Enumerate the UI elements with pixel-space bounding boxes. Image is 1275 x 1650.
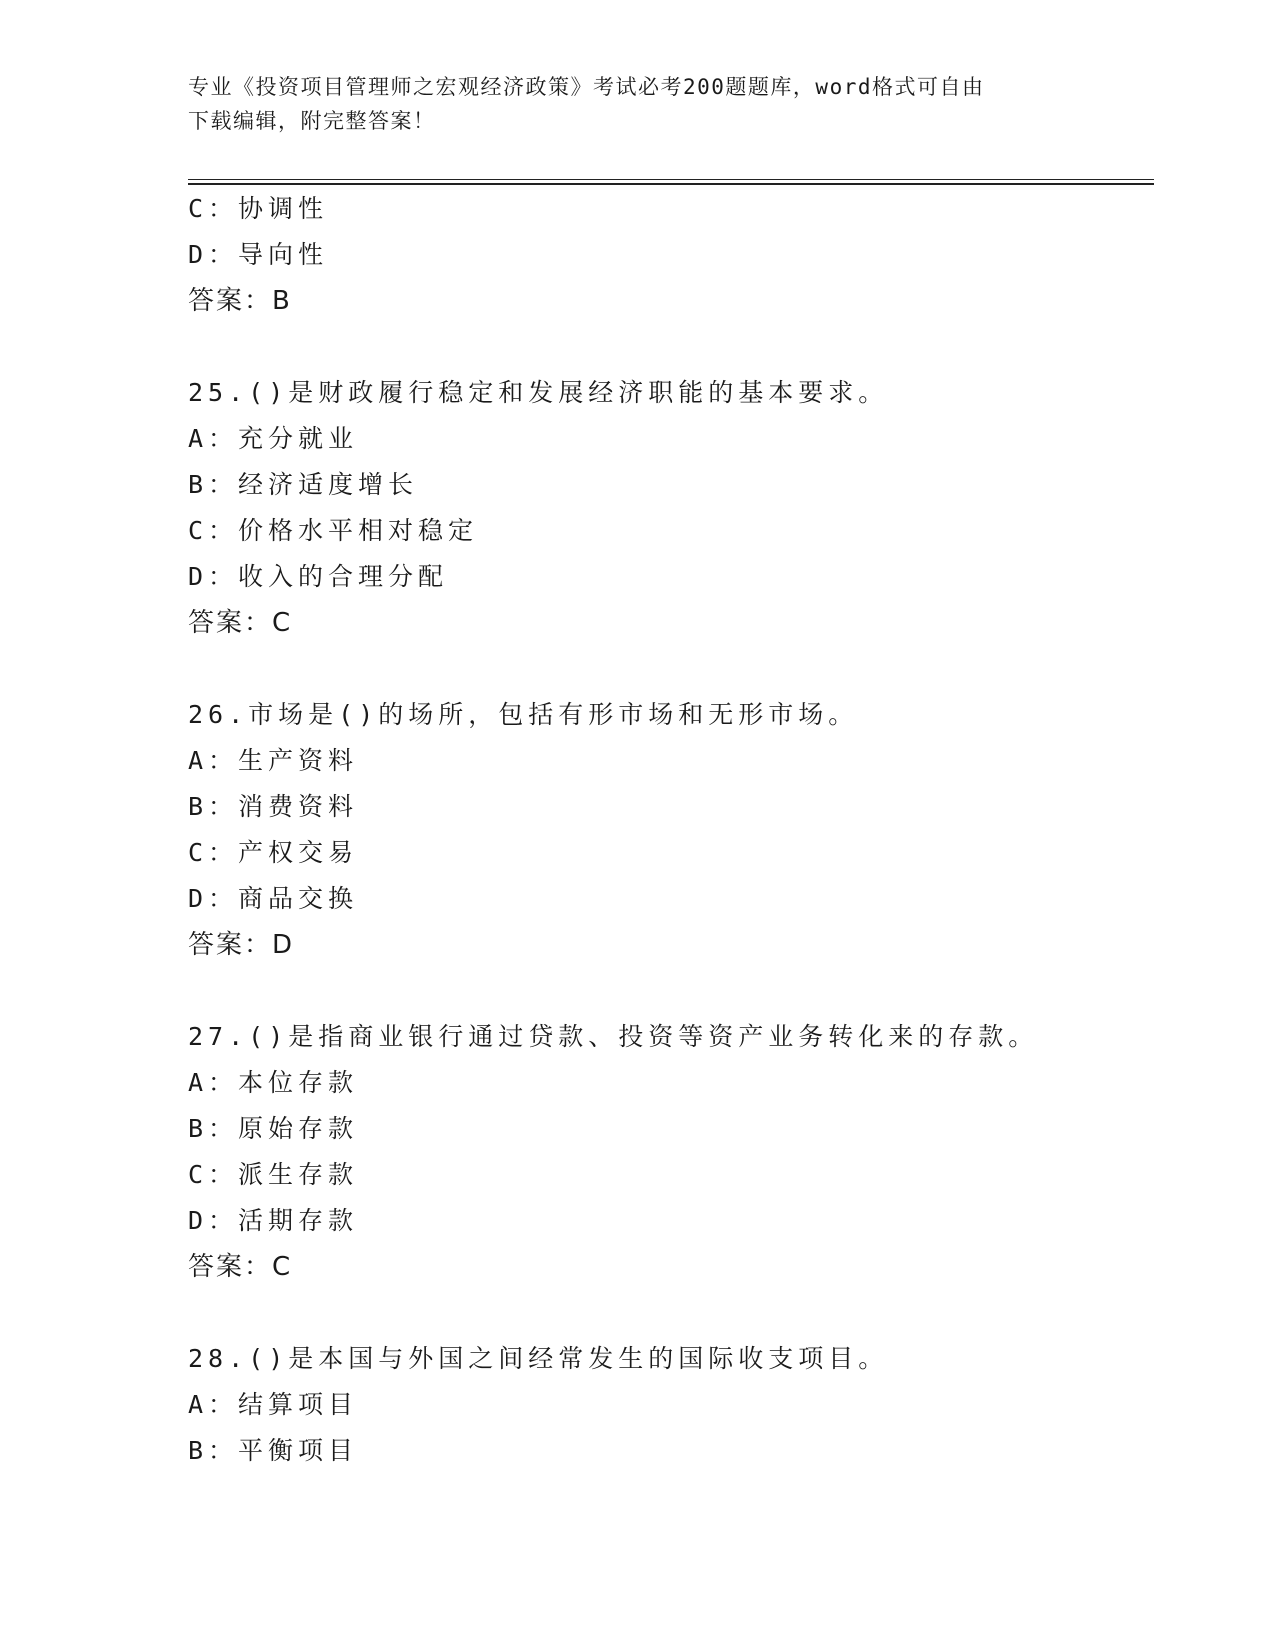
question-28 xyxy=(188,1336,1154,1474)
spacer xyxy=(188,1290,1154,1336)
header-double-rule xyxy=(188,179,1154,185)
option-b: B：平衡项目 xyxy=(188,1436,359,1465)
option-c: C：产权交易 xyxy=(188,838,359,867)
option-a: A：充分就业 xyxy=(188,424,359,453)
option-c: C：价格水平相对稳定 xyxy=(188,516,479,545)
answer-line: 答案：B xyxy=(188,286,292,316)
question-stem: 26.市场是()的场所，包括有形市场和无形市场。 xyxy=(188,700,859,729)
option-a: A：结算项目 xyxy=(188,1390,359,1419)
question-list xyxy=(188,186,1154,1474)
question-stem: 27.()是指商业银行通过贷款、投资等资产业务转化来的存款。 xyxy=(188,1022,1039,1051)
option-a: A：生产资料 xyxy=(188,746,359,775)
question-25 xyxy=(188,370,1154,646)
option-b: B：消费资料 xyxy=(188,792,359,821)
option-c: C：派生存款 xyxy=(188,1160,359,1189)
option-d: D：商品交换 xyxy=(188,884,359,913)
header-line-2: 下载编辑，附完整答案！ xyxy=(188,109,436,133)
option-d: D：收入的合理分配 xyxy=(188,562,449,591)
spacer xyxy=(188,646,1154,692)
option-c: C：协调性 xyxy=(188,194,329,223)
question-24-continued xyxy=(188,186,1154,324)
option-b: B：原始存款 xyxy=(188,1114,359,1143)
question-27 xyxy=(188,1014,1154,1290)
option-a: A：本位存款 xyxy=(188,1068,359,1097)
answer-line: 答案：C xyxy=(188,608,293,638)
question-stem: 25.()是财政履行稳定和发展经济职能的基本要求。 xyxy=(188,378,889,407)
document-header xyxy=(188,70,1088,138)
question-stem: 28.()是本国与外国之间经常发生的国际收支项目。 xyxy=(188,1344,889,1373)
option-d: D：活期存款 xyxy=(188,1206,359,1235)
answer-line: 答案：C xyxy=(188,1252,293,1282)
spacer xyxy=(188,324,1154,370)
header-line-1: 专业《投资项目管理师之宏观经济政策》考试必考200题题库，word格式可自由 xyxy=(188,75,985,99)
answer-line: 答案：D xyxy=(188,930,295,960)
option-b: B：经济适度增长 xyxy=(188,470,419,499)
option-d: D：导向性 xyxy=(188,240,329,269)
question-26 xyxy=(188,692,1154,968)
spacer xyxy=(188,968,1154,1014)
